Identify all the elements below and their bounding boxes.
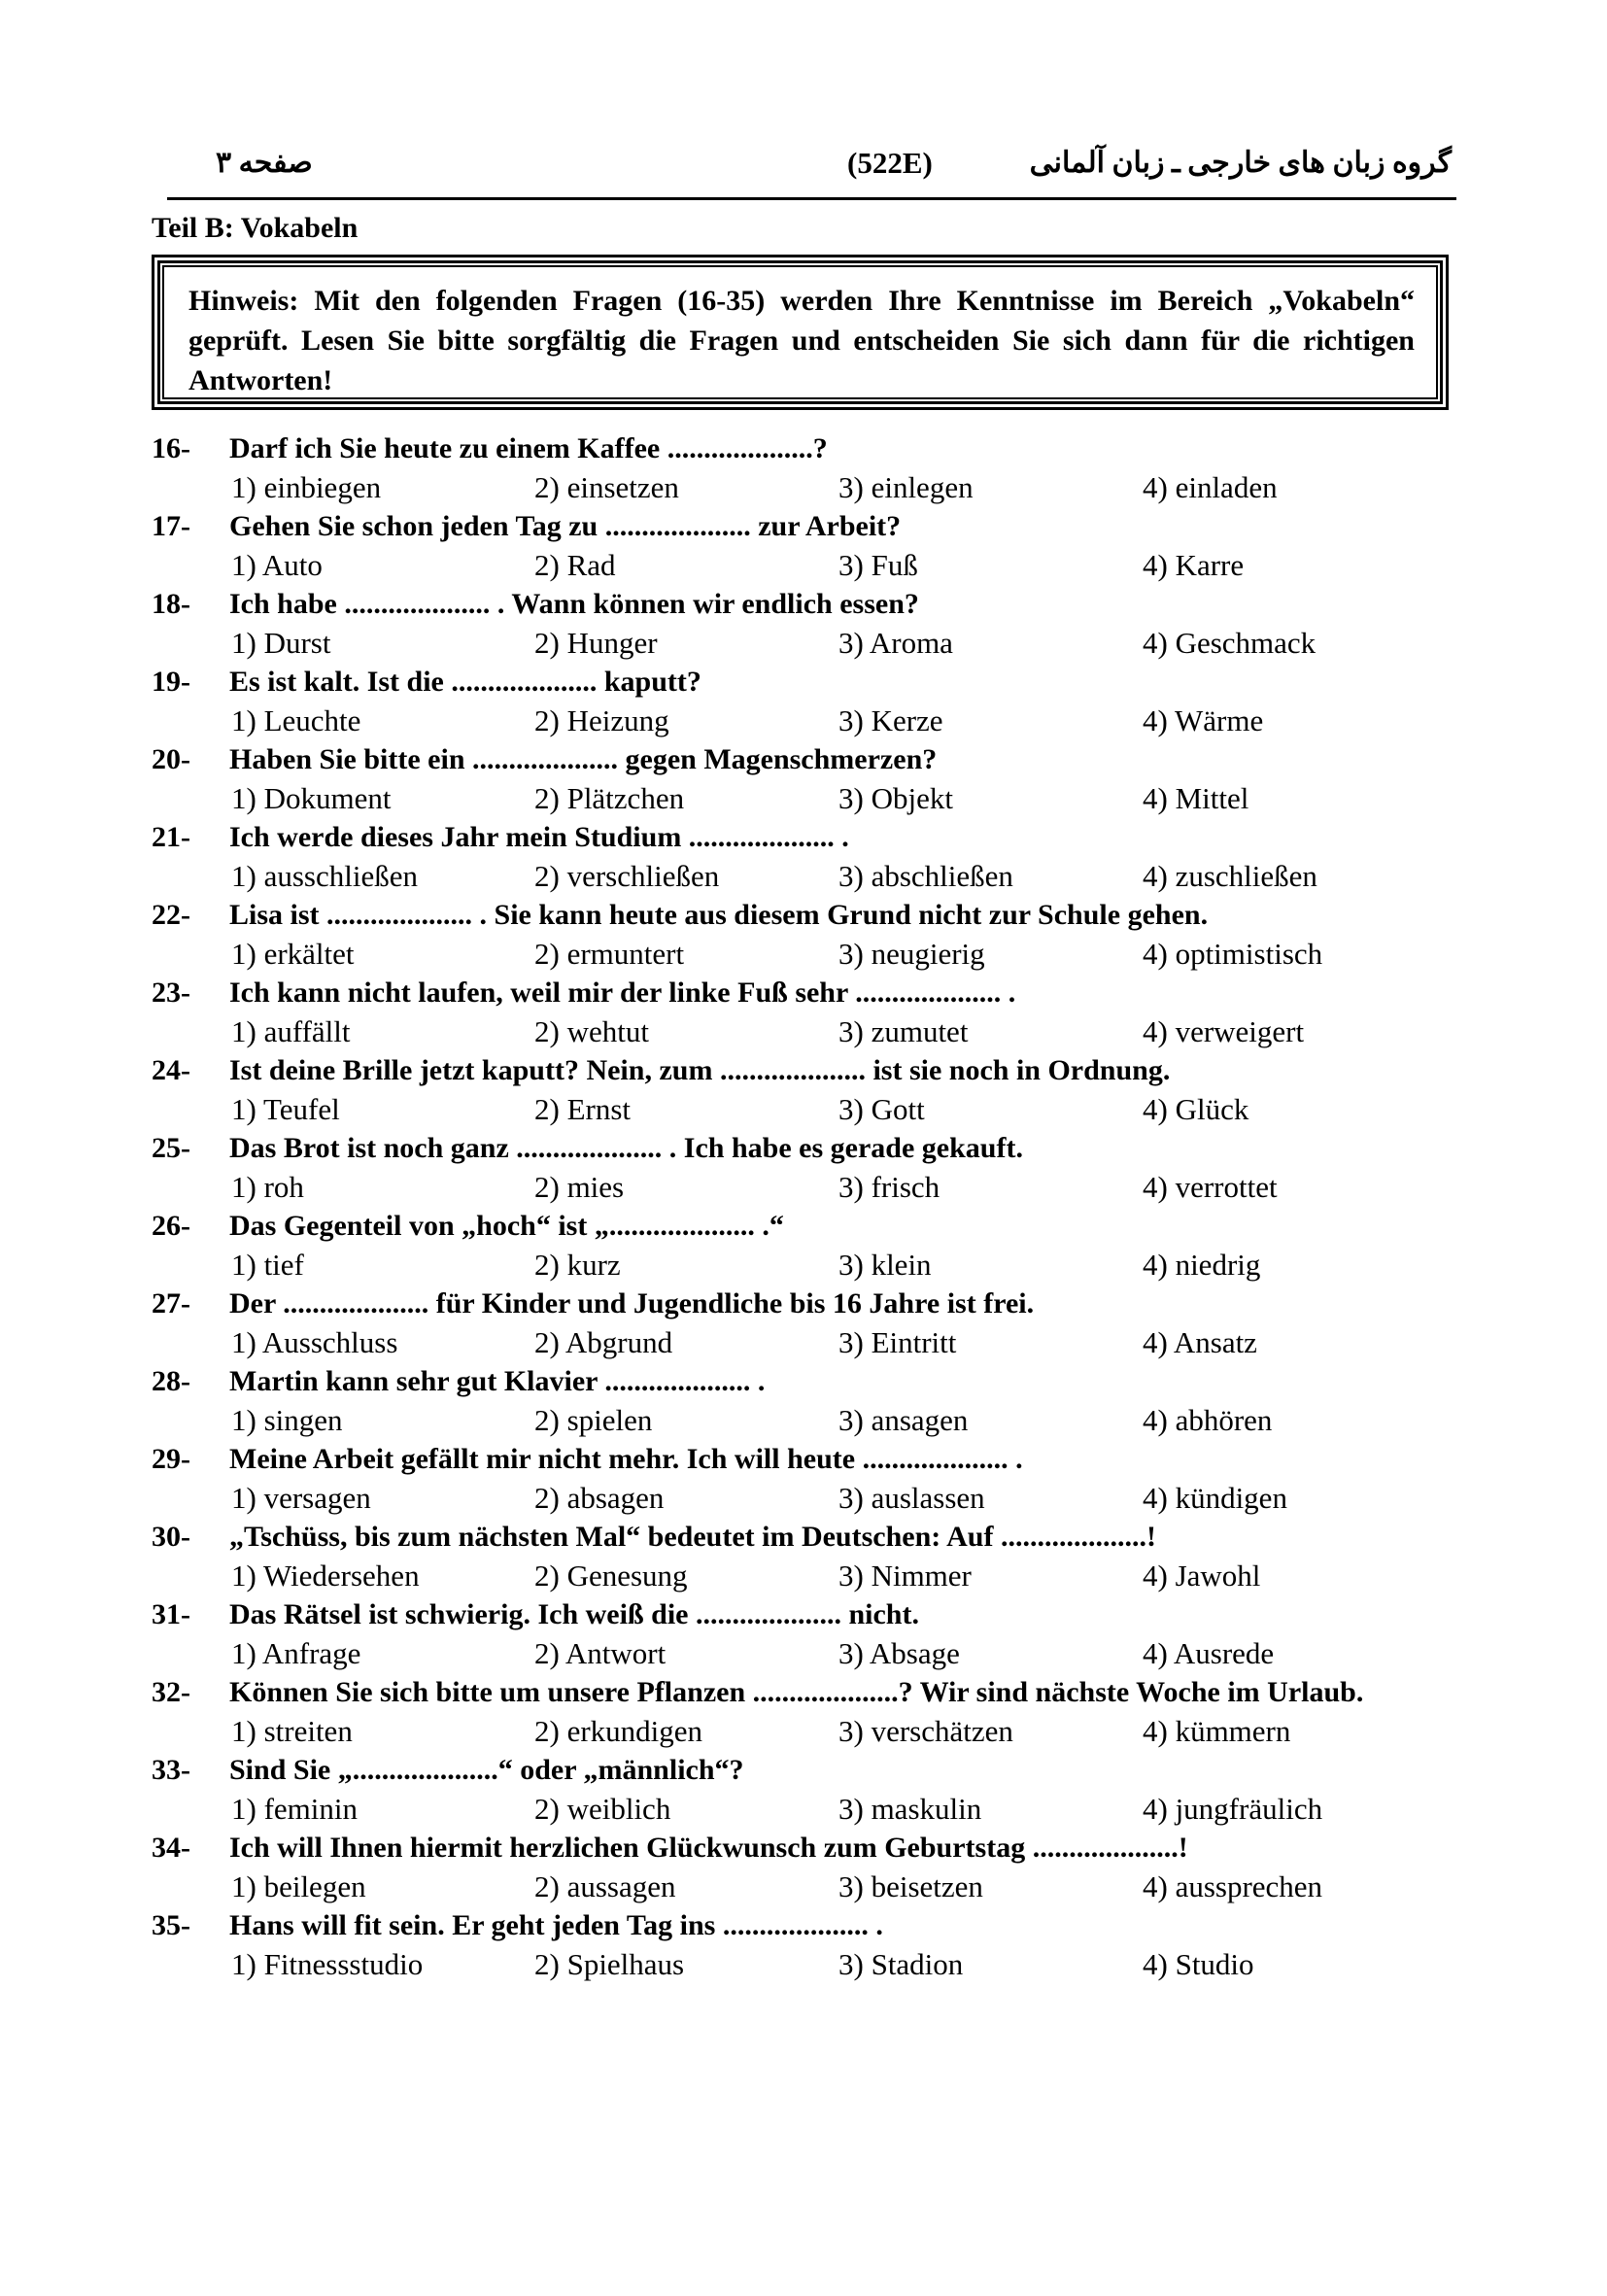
answer-options <box>231 468 1453 507</box>
option-4: 4) abhören <box>1143 1403 1273 1437</box>
question-18 <box>152 585 1453 663</box>
option-2: 2) Antwort <box>534 1636 667 1670</box>
question-20 <box>152 740 1453 818</box>
answer-options <box>231 1634 1453 1673</box>
option-1: 1) feminin <box>231 1792 358 1826</box>
question-stem: Martin kann sehr gut Klavier .................... . <box>229 1365 766 1397</box>
notice-text: Hinweis: Mit den folgenden Fragen (16-35) werden Ihre Kenntnisse im Bereich „Vokabeln“ geprüft. Lesen Sie bitte sorgfältig die Fragen und entscheiden Sie sich dann für die richtigen Antworten! <box>162 265 1438 399</box>
option-2: 2) Spielhaus <box>534 1947 685 1981</box>
option-1: 1) Dokument <box>231 781 392 815</box>
answer-options <box>231 1012 1453 1051</box>
question-24 <box>152 1051 1453 1129</box>
option-1: 1) singen <box>231 1403 343 1437</box>
option-3: 3) Aroma <box>838 626 953 660</box>
option-2: 2) weiblich <box>534 1792 671 1826</box>
option-3: 3) zumutet <box>838 1014 969 1048</box>
question-21 <box>152 818 1453 896</box>
exam-code: (522E) <box>847 146 933 180</box>
option-2: 2) mies <box>534 1170 625 1204</box>
option-4: 4) Mittel <box>1143 781 1249 815</box>
option-2: 2) einsetzen <box>534 470 679 504</box>
question-stem: Ist deine Brille jetzt kaputt? Nein, zum .................... ist sie noch in Ordnung. <box>229 1054 1171 1086</box>
question-stem: Hans will fit sein. Er geht jeden Tag ins .................... . <box>229 1909 883 1941</box>
question-stem: Haben Sie bitte ein .................... gegen Magenschmerzen? <box>229 743 938 775</box>
option-3: 3) Objekt <box>838 781 953 815</box>
question-28 <box>152 1362 1453 1440</box>
option-4: 4) Glück <box>1143 1092 1249 1126</box>
question-stem: Der .................... für Kinder und Jugendliche bis 16 Jahre ist frei. <box>229 1287 1035 1319</box>
question-number: 31- <box>152 1598 190 1630</box>
question-number: 23- <box>152 977 190 1009</box>
option-1: 1) tief <box>231 1248 304 1282</box>
question-number: 32- <box>152 1676 190 1708</box>
option-4: 4) optimistisch <box>1143 937 1323 971</box>
option-1: 1) einbiegen <box>231 470 382 504</box>
answer-options <box>231 1557 1453 1595</box>
question-25 <box>152 1129 1453 1207</box>
answer-options <box>231 1868 1453 1906</box>
option-3: 3) frisch <box>838 1170 940 1204</box>
option-4: 4) jungfräulich <box>1143 1792 1323 1826</box>
page-number: صفحه ۳ <box>216 147 313 179</box>
question-stem: Gehen Sie schon jeden Tag zu .................... zur Arbeit? <box>229 510 902 542</box>
option-4: 4) niedrig <box>1143 1248 1261 1282</box>
option-4: 4) Studio <box>1143 1947 1254 1981</box>
question-27 <box>152 1285 1453 1362</box>
option-2: 2) Rad <box>534 548 616 582</box>
question-number: 20- <box>152 743 190 775</box>
question-number: 28- <box>152 1365 190 1397</box>
option-3: 3) auslassen <box>838 1481 985 1515</box>
question-35 <box>152 1906 1453 1984</box>
option-2: 2) Abgrund <box>534 1325 673 1359</box>
question-number: 22- <box>152 899 190 931</box>
option-1: 1) auffällt <box>231 1014 351 1048</box>
option-1: 1) Anfrage <box>231 1636 361 1670</box>
option-2: 2) spielen <box>534 1403 653 1437</box>
question-stem: Ich kann nicht laufen, weil mir der linke Fuß sehr .................... . <box>229 977 1016 1009</box>
option-2: 2) Hunger <box>534 626 658 660</box>
option-3: 3) Kerze <box>838 703 943 737</box>
option-3: 3) maskulin <box>838 1792 982 1826</box>
answer-options <box>231 779 1453 818</box>
answer-options <box>231 1168 1453 1207</box>
answer-options <box>231 1246 1453 1285</box>
option-4: 4) Ansatz <box>1143 1325 1257 1359</box>
option-3: 3) beisetzen <box>838 1869 983 1903</box>
option-3: 3) abschließen <box>838 859 1013 893</box>
option-1: 1) beilegen <box>231 1869 366 1903</box>
option-2: 2) Genesung <box>534 1559 688 1593</box>
option-3: 3) Gott <box>838 1092 925 1126</box>
section-title: Teil B: Vokabeln <box>152 212 359 244</box>
answer-options <box>231 1790 1453 1829</box>
option-1: 1) ausschließen <box>231 859 418 893</box>
question-stem: Ich habe .................... . Wann können wir endlich essen? <box>229 588 919 620</box>
option-4: 4) kümmern <box>1143 1714 1291 1748</box>
answer-options <box>231 702 1453 740</box>
answer-options <box>231 1401 1453 1440</box>
option-3: 3) neugierig <box>838 937 985 971</box>
option-2: 2) aussagen <box>534 1869 676 1903</box>
option-4: 4) verrottet <box>1143 1170 1278 1204</box>
option-1: 1) Auto <box>231 548 323 582</box>
question-number: 17- <box>152 510 190 542</box>
question-stem: „Tschüss, bis zum nächsten Mal“ bedeutet im Deutschen: Auf ....................! <box>229 1521 1156 1553</box>
option-3: 3) Nimmer <box>838 1559 972 1593</box>
option-2: 2) Plätzchen <box>534 781 685 815</box>
option-3: 3) Absage <box>838 1636 960 1670</box>
question-number: 26- <box>152 1210 190 1242</box>
option-2: 2) erkundigen <box>534 1714 703 1748</box>
question-number: 33- <box>152 1754 190 1786</box>
question-number: 34- <box>152 1832 190 1864</box>
question-number: 24- <box>152 1054 190 1086</box>
option-4: 4) verweigert <box>1143 1014 1305 1048</box>
option-1: 1) erkältet <box>231 937 355 971</box>
question-31 <box>152 1595 1453 1673</box>
answer-options <box>231 1323 1453 1362</box>
answer-options <box>231 1712 1453 1751</box>
option-2: 2) Ernst <box>534 1092 632 1126</box>
option-4: 4) einladen <box>1143 470 1278 504</box>
question-stem: Das Brot ist noch ganz .................... . Ich habe es gerade gekauft. <box>229 1132 1023 1164</box>
option-4: 4) Wärme <box>1143 703 1264 737</box>
option-4: 4) Karre <box>1143 548 1245 582</box>
question-stem: Ich werde dieses Jahr mein Studium .................... . <box>229 821 849 853</box>
option-4: 4) aussprechen <box>1143 1869 1323 1903</box>
option-1: 1) Durst <box>231 626 331 660</box>
option-2: 2) ermuntert <box>534 937 685 971</box>
answer-options <box>231 546 1453 585</box>
question-stem: Lisa ist .................... . Sie kann heute aus diesem Grund nicht zur Schule gehen. <box>229 899 1209 931</box>
option-2: 2) wehtut <box>534 1014 649 1048</box>
option-4: 4) kündigen <box>1143 1481 1287 1515</box>
question-22 <box>152 896 1453 974</box>
option-3: 3) Stadion <box>838 1947 964 1981</box>
answer-options <box>231 1945 1453 1984</box>
question-16 <box>152 429 1453 507</box>
question-23 <box>152 974 1453 1051</box>
question-stem: Das Rätsel ist schwierig. Ich weiß die .................... nicht. <box>229 1598 919 1630</box>
question-list <box>152 429 1453 1984</box>
question-stem: Meine Arbeit gefällt mir nicht mehr. Ich will heute .................... . <box>229 1443 1023 1475</box>
option-1: 1) Wiedersehen <box>231 1559 420 1593</box>
option-4: 4) Jawohl <box>1143 1559 1261 1593</box>
question-stem: Darf ich Sie heute zu einem Kaffee ....................? <box>229 432 828 464</box>
question-number: 25- <box>152 1132 190 1164</box>
question-number: 18- <box>152 588 190 620</box>
option-3: 3) klein <box>838 1248 932 1282</box>
answer-options <box>231 857 1453 896</box>
option-1: 1) Ausschluss <box>231 1325 398 1359</box>
question-number: 19- <box>152 666 190 698</box>
answer-options <box>231 1090 1453 1129</box>
option-1: 1) streiten <box>231 1714 353 1748</box>
option-4: 4) Ausrede <box>1143 1636 1275 1670</box>
question-32 <box>152 1673 1453 1751</box>
option-4: 4) zuschließen <box>1143 859 1317 893</box>
page-header <box>167 146 1452 185</box>
question-number: 29- <box>152 1443 190 1475</box>
option-2: 2) kurz <box>534 1248 621 1282</box>
option-1: 1) Leuchte <box>231 703 361 737</box>
option-3: 3) ansagen <box>838 1403 969 1437</box>
option-2: 2) Heizung <box>534 703 669 737</box>
question-33 <box>152 1751 1453 1829</box>
option-1: 1) Teufel <box>231 1092 340 1126</box>
question-number: 35- <box>152 1909 190 1941</box>
question-17 <box>152 507 1453 585</box>
question-stem: Ich will Ihnen hiermit herzlichen Glückwunsch zum Geburtstag ....................! <box>229 1832 1188 1864</box>
answer-options <box>231 1479 1453 1518</box>
question-number: 27- <box>152 1287 190 1319</box>
answer-options <box>231 935 1453 974</box>
exam-group-title: گروه زبان های خارجی ـ زبان آلمانی <box>1029 147 1452 179</box>
option-3: 3) verschätzen <box>838 1714 1013 1748</box>
question-number: 30- <box>152 1521 190 1553</box>
option-3: 3) Fuß <box>838 548 918 582</box>
question-30 <box>152 1518 1453 1595</box>
question-stem: Es ist kalt. Ist die .................... kaputt? <box>229 666 701 698</box>
option-1: 1) versagen <box>231 1481 371 1515</box>
question-34 <box>152 1829 1453 1906</box>
question-number: 21- <box>152 821 190 853</box>
question-stem: Sind Sie „....................“ oder „männlich“? <box>229 1754 744 1786</box>
option-3: 3) einlegen <box>838 470 974 504</box>
header-divider <box>167 197 1456 200</box>
question-number: 16- <box>152 432 190 464</box>
question-stem: Das Gegenteil von „hoch“ ist „.................... .“ <box>229 1210 784 1242</box>
question-29 <box>152 1440 1453 1518</box>
question-stem: Können Sie sich bitte um unsere Pflanzen ....................? Wir sind nächste Woche im Urlaub. <box>229 1676 1364 1708</box>
answer-options <box>231 624 1453 663</box>
option-2: 2) absagen <box>534 1481 665 1515</box>
question-26 <box>152 1207 1453 1285</box>
notice-box <box>152 255 1449 410</box>
option-1: 1) roh <box>231 1170 304 1204</box>
option-3: 3) Eintritt <box>838 1325 957 1359</box>
question-19 <box>152 663 1453 740</box>
option-1: 1) Fitnessstudio <box>231 1947 424 1981</box>
option-2: 2) verschließen <box>534 859 720 893</box>
option-4: 4) Geschmack <box>1143 626 1316 660</box>
